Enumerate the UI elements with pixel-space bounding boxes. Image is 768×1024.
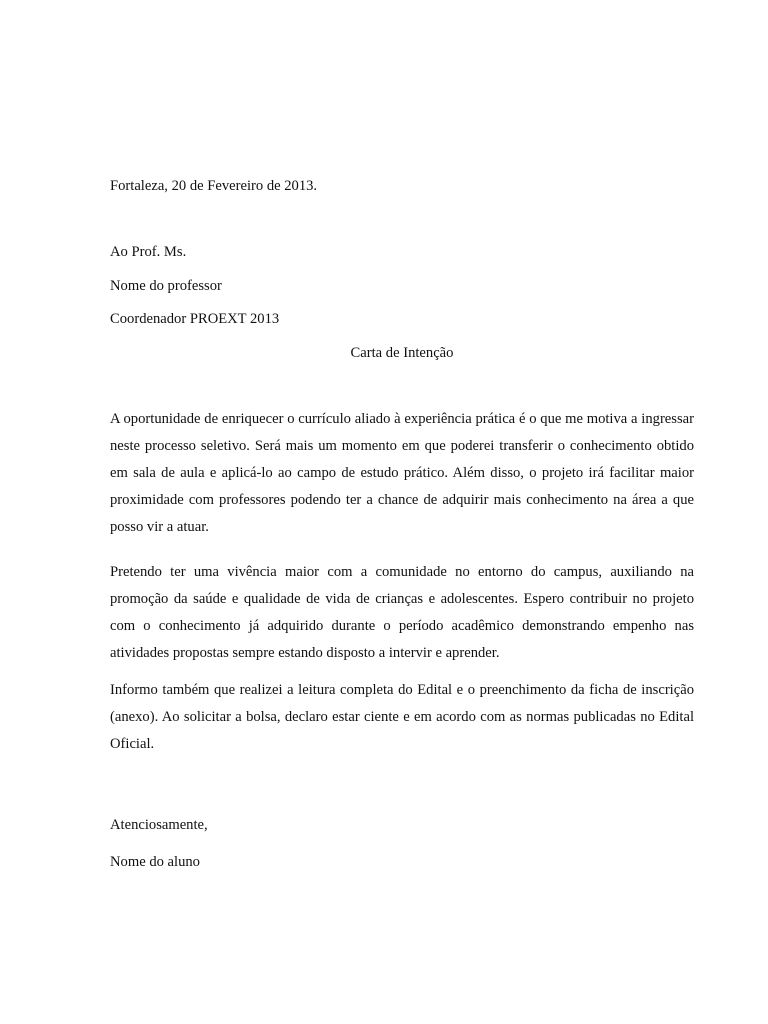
body-paragraph-1: A oportunidade de enriquecer o currículo aliado à experiência prática é o que me motiva a ingressar neste processo seletivo. Será mais um momento em que poderei transferir o conhecimento obtido em sala de aula e aplicá-lo ao campo de estudo prático. Além disso, o projeto irá facilitar maior proximidade com professores podendo ter a chance de adquirir mais conhecimento na área a que posso vir a atuar. — [110, 411, 694, 535]
body-paragraph-2: Pretendo ter uma vivência maior com a comunidade no entorno do campus, auxiliando na promoção da saúde e qualidade de vida de crianças e adolescentes. Espero contribuir no projeto com o conhecimento já adquirido durante o período acadêmico demonstrando empenho nas atividades propostas sempre estando disposto a intervir e aprender. — [110, 564, 694, 661]
recipient-name: Nome do professor — [110, 278, 222, 294]
letter-title: Carta de Intenção — [350, 345, 454, 361]
body-paragraph-3: Informo também que realizei a leitura completa do Edital e o preenchimento da ficha de inscrição (anexo). Ao solicitar a bolsa, declaro estar ciente e em acordo com as normas publicadas no Edital Oficial. — [110, 682, 694, 752]
signature-name: Nome do aluno — [110, 854, 200, 870]
letter-date: Fortaleza, 20 de Fevereiro de 2013. — [110, 178, 318, 194]
recipient-role: Coordenador PROEXT 2013 — [110, 311, 280, 327]
closing-salutation: Atenciosamente, — [110, 817, 208, 833]
recipient-title: Ao Prof. Ms. — [110, 244, 187, 260]
